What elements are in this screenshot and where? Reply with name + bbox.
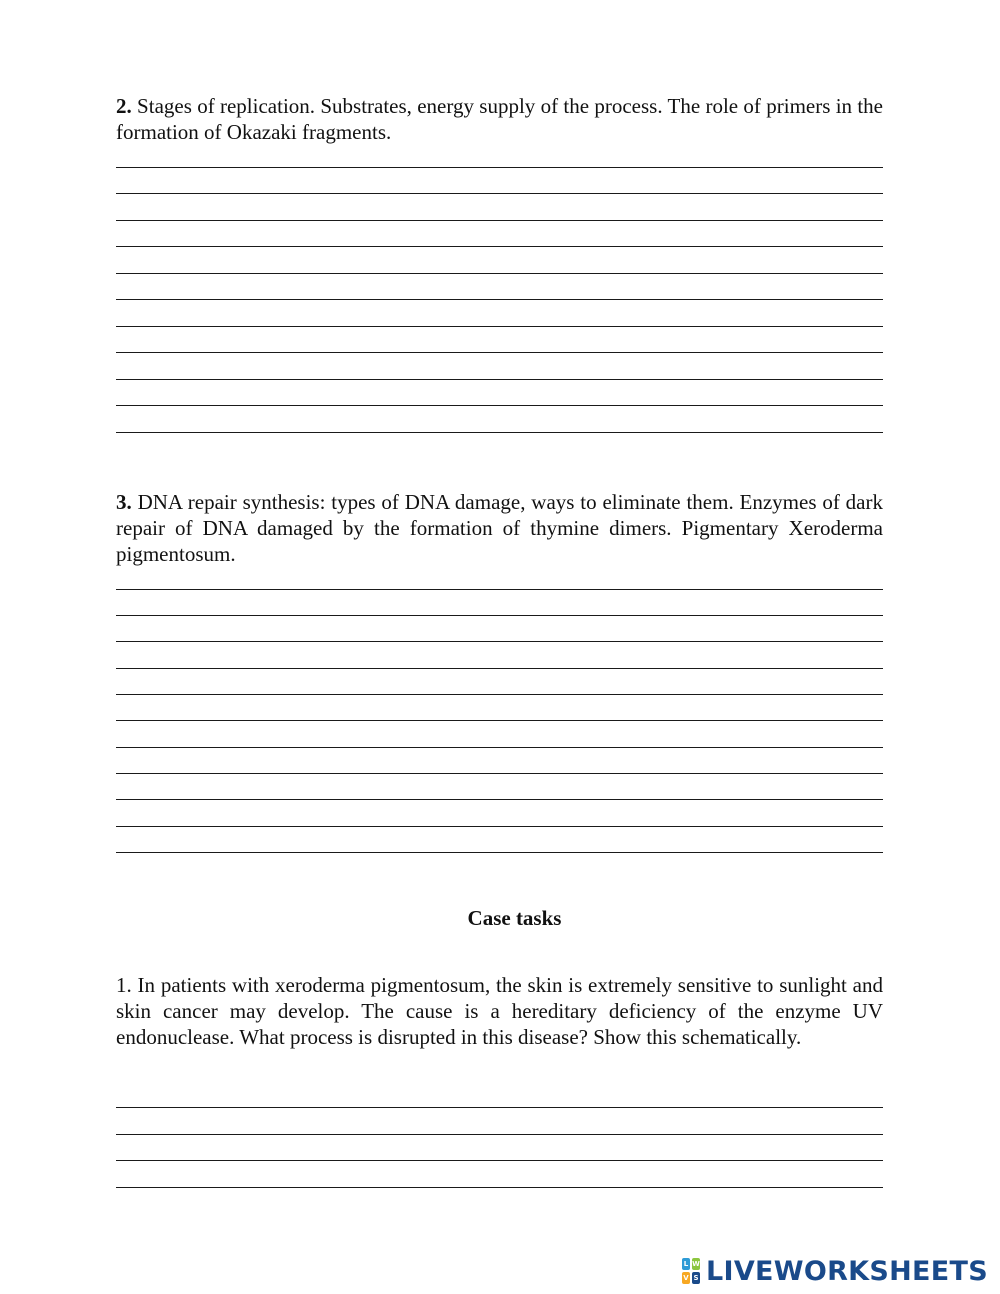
question-3-text: DNA repair synthesis: types of DNA damage, ways to eliminate them. Enzymes of dark repair of DNA damaged by the formation of thymine dimers. Pigmentary Xeroderma pigmentosum. xyxy=(116,490,883,566)
question-2 xyxy=(116,93,883,145)
liveworksheets-logo xyxy=(682,1254,988,1288)
answer-line[interactable] xyxy=(116,1134,883,1135)
answer-line[interactable] xyxy=(116,720,883,721)
answer-line[interactable] xyxy=(116,1107,883,1108)
answer-line[interactable] xyxy=(116,167,883,168)
logo-mark-tile: S xyxy=(693,1274,699,1282)
question-3 xyxy=(116,489,883,567)
answer-line[interactable] xyxy=(116,694,883,695)
answer-line[interactable] xyxy=(116,326,883,327)
liveworksheets-logo-text: LIVEWORKSHEETS xyxy=(705,1255,988,1287)
question-2-text: Stages of replication. Substrates, energy supply of the process. The role of primers in the formation of Okazaki fragments. xyxy=(116,94,883,144)
answer-line[interactable] xyxy=(116,1187,883,1188)
answer-line[interactable] xyxy=(116,220,883,221)
answer-line[interactable] xyxy=(116,193,883,194)
case-task-1: 1. In patients with xeroderma pigmentosum, the skin is extremely sensitive to sunlight and skin cancer may develop. The cause is a hereditary deficiency of the enzyme UV endonuclease. What process is disrupted in this disease? Show this schematically. xyxy=(116,973,883,1049)
answer-line[interactable] xyxy=(116,352,883,353)
answer-line[interactable] xyxy=(116,747,883,748)
answer-line[interactable] xyxy=(116,299,883,300)
logo-mark-tile: L xyxy=(683,1260,689,1268)
logo-mark-tile: W xyxy=(692,1260,700,1268)
question-3-number: 3. xyxy=(116,490,132,514)
liveworksheets-logo-mark xyxy=(682,1258,700,1284)
question-2-number: 2. xyxy=(116,94,132,118)
answer-line[interactable] xyxy=(116,852,883,853)
answer-line[interactable] xyxy=(116,799,883,800)
answer-line[interactable] xyxy=(116,1160,883,1161)
answer-line[interactable] xyxy=(116,379,883,380)
logo-mark-tile: V xyxy=(683,1274,689,1282)
answer-line[interactable] xyxy=(116,826,883,827)
case-tasks-heading: Case tasks xyxy=(467,906,562,930)
answer-line[interactable] xyxy=(116,615,883,616)
answer-line[interactable] xyxy=(116,773,883,774)
answer-line[interactable] xyxy=(116,273,883,274)
answer-line[interactable] xyxy=(116,246,883,247)
answer-line[interactable] xyxy=(116,589,883,590)
answer-line[interactable] xyxy=(116,432,883,433)
answer-line[interactable] xyxy=(116,641,883,642)
answer-line[interactable] xyxy=(116,668,883,669)
answer-line[interactable] xyxy=(116,405,883,406)
